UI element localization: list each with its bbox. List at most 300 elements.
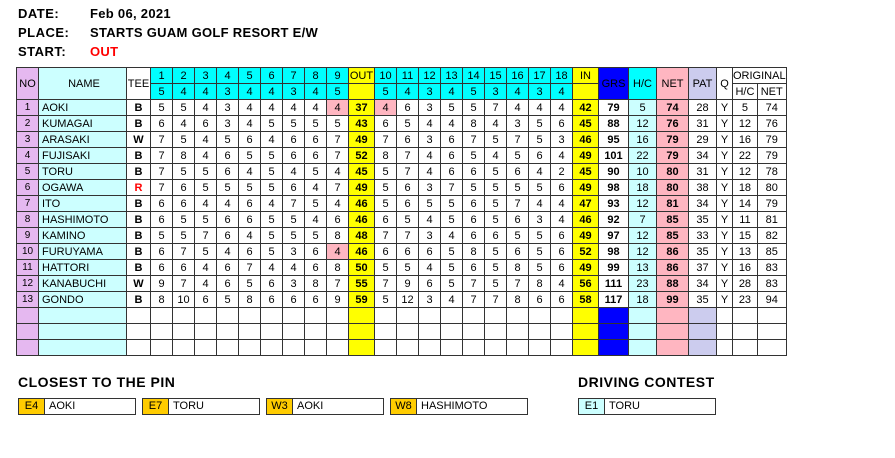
original-handicap: 18 [733, 180, 758, 196]
handicap: 13 [629, 260, 657, 276]
score-cell: 4 [239, 228, 261, 244]
handicap: 22 [629, 148, 657, 164]
score-cell: 5 [441, 276, 463, 292]
score-cell: 4 [419, 212, 441, 228]
closest-to-pin-entry [390, 398, 528, 415]
tee-marker: B [127, 228, 151, 244]
bottom-section [0, 374, 895, 415]
score-cell: 6 [397, 100, 419, 116]
place-label: PLACE: [18, 25, 70, 40]
score-cell: 3 [283, 244, 305, 260]
score-cell [283, 340, 305, 356]
table-row[interactable] [17, 228, 787, 244]
score-cell [217, 324, 239, 340]
par-out-1: 5 [151, 84, 173, 100]
score-cell: 4 [239, 164, 261, 180]
score-cell: 5 [261, 228, 283, 244]
score-cell: 6 [551, 180, 573, 196]
net-score: 99 [657, 292, 689, 308]
column-header-row [17, 68, 787, 84]
player-name: AOKI [39, 100, 127, 116]
score-cell [261, 340, 283, 356]
score-cell [463, 340, 485, 356]
score-cell: 5 [463, 180, 485, 196]
in-total: 42 [573, 100, 599, 116]
par-in-10: 5 [375, 84, 397, 100]
score-cell: 5 [283, 116, 305, 132]
hole-key: E7 [143, 399, 169, 414]
score-cell: 4 [419, 260, 441, 276]
score-cell: 6 [305, 260, 327, 276]
score-cell [327, 324, 349, 340]
out-total: 49 [349, 180, 375, 196]
score-cell: 6 [463, 196, 485, 212]
tee-marker: B [127, 292, 151, 308]
score-cell: 8 [305, 276, 327, 292]
player-name: FURUYAMA [39, 244, 127, 260]
score-cell: 7 [375, 228, 397, 244]
score-cell: 7 [151, 180, 173, 196]
net-score: 88 [657, 276, 689, 292]
driving-contest-title: DRIVING CONTEST [578, 374, 715, 390]
par-out-total [349, 84, 375, 100]
score-cell: 3 [419, 132, 441, 148]
closest-to-pin-title: CLOSEST TO THE PIN [18, 374, 176, 390]
score-cell: 4 [283, 100, 305, 116]
table-row[interactable] [17, 244, 787, 260]
putts [689, 340, 717, 356]
col-hole-7: 7 [283, 68, 305, 84]
putts [689, 308, 717, 324]
score-cell: 5 [239, 276, 261, 292]
score-cell: 5 [173, 164, 195, 180]
score-cell: 7 [397, 148, 419, 164]
scorecard-table [16, 67, 787, 356]
score-cell: 3 [551, 132, 573, 148]
score-cell: 5 [261, 164, 283, 180]
score-cell [551, 324, 573, 340]
score-cell [485, 324, 507, 340]
col-hole-14: 14 [463, 68, 485, 84]
score-cell: 7 [507, 276, 529, 292]
score-cell: 3 [283, 276, 305, 292]
net-score: 86 [657, 244, 689, 260]
score-cell: 5 [375, 180, 397, 196]
player-name: KUMAGAI [39, 116, 127, 132]
row-no: 13 [17, 292, 39, 308]
score-cell [463, 308, 485, 324]
original-handicap: 28 [733, 276, 758, 292]
score-cell: 6 [239, 244, 261, 260]
score-cell: 6 [173, 196, 195, 212]
score-cell: 3 [217, 116, 239, 132]
score-cell: 5 [195, 180, 217, 196]
original-handicap: 22 [733, 148, 758, 164]
score-cell: 4 [217, 196, 239, 212]
score-cell [485, 308, 507, 324]
original-handicap: 14 [733, 196, 758, 212]
score-cell: 6 [283, 180, 305, 196]
tee-marker: W [127, 276, 151, 292]
gross-score [599, 340, 629, 356]
score-cell: 4 [283, 260, 305, 276]
row-no: 3 [17, 132, 39, 148]
score-cell: 6 [397, 244, 419, 260]
score-cell: 4 [195, 148, 217, 164]
table-row[interactable] [17, 180, 787, 196]
in-total: 49 [573, 260, 599, 276]
score-cell [397, 340, 419, 356]
score-cell: 5 [397, 116, 419, 132]
row-no: 2 [17, 116, 39, 132]
gross-score: 117 [599, 292, 629, 308]
score-cell: 4 [375, 100, 397, 116]
score-cell: 7 [239, 260, 261, 276]
score-cell: 6 [305, 132, 327, 148]
score-cell: 5 [507, 148, 529, 164]
table-row-empty[interactable] [17, 324, 787, 340]
scorecard-head [17, 68, 787, 100]
score-cell: 8 [463, 116, 485, 132]
score-cell: 7 [173, 244, 195, 260]
score-cell: 5 [529, 116, 551, 132]
putts: 35 [689, 244, 717, 260]
putts: 29 [689, 132, 717, 148]
original-net: 82 [757, 228, 786, 244]
score-cell [217, 308, 239, 324]
qualified-flag: Y [717, 164, 733, 180]
score-cell: 4 [485, 116, 507, 132]
score-cell [507, 324, 529, 340]
original-handicap: 12 [733, 116, 758, 132]
score-cell: 4 [305, 100, 327, 116]
out-total: 49 [349, 132, 375, 148]
score-cell: 7 [327, 132, 349, 148]
score-cell: 6 [375, 212, 397, 228]
out-total [349, 308, 375, 324]
net-score: 74 [657, 100, 689, 116]
score-cell: 7 [151, 148, 173, 164]
score-cell: 5 [173, 228, 195, 244]
score-cell: 7 [463, 292, 485, 308]
row-no: 6 [17, 180, 39, 196]
score-cell: 4 [551, 100, 573, 116]
in-total: 52 [573, 244, 599, 260]
score-cell: 4 [283, 164, 305, 180]
handicap: 7 [629, 212, 657, 228]
gross-score: 95 [599, 132, 629, 148]
original-net: 79 [757, 148, 786, 164]
original-handicap [733, 340, 758, 356]
score-cell: 6 [151, 196, 173, 212]
score-cell: 5 [217, 180, 239, 196]
winner-name: AOKI [45, 399, 135, 414]
place-row [18, 25, 895, 44]
putts: 31 [689, 116, 717, 132]
score-cell: 3 [217, 100, 239, 116]
putts: 34 [689, 196, 717, 212]
score-cell: 6 [551, 292, 573, 308]
gross-score: 92 [599, 212, 629, 228]
score-cell: 8 [151, 292, 173, 308]
score-cell: 6 [217, 276, 239, 292]
score-cell: 4 [419, 164, 441, 180]
col-hole-2: 2 [173, 68, 195, 84]
score-cell: 6 [507, 244, 529, 260]
score-cell: 4 [195, 100, 217, 116]
score-cell: 5 [375, 164, 397, 180]
score-cell: 4 [261, 260, 283, 276]
table-row-empty[interactable] [17, 340, 787, 356]
score-cell: 9 [397, 276, 419, 292]
in-total: 49 [573, 180, 599, 196]
table-row[interactable] [17, 164, 787, 180]
net-score: 76 [657, 116, 689, 132]
original-handicap: 16 [733, 132, 758, 148]
score-cell: 8 [507, 260, 529, 276]
par-out-7: 3 [283, 84, 305, 100]
score-cell [195, 308, 217, 324]
table-row[interactable] [17, 132, 787, 148]
score-cell: 5 [239, 148, 261, 164]
closest-to-pin-entry [18, 398, 136, 415]
score-cell: 5 [397, 260, 419, 276]
score-cell: 4 [529, 100, 551, 116]
score-cell [305, 308, 327, 324]
putts: 35 [689, 292, 717, 308]
row-no [17, 340, 39, 356]
driving-contest-entry [578, 398, 716, 415]
winner-name: HASHIMOTO [417, 399, 527, 414]
score-cell: 6 [151, 260, 173, 276]
score-cell: 6 [397, 180, 419, 196]
score-cell: 5 [261, 116, 283, 132]
score-cell: 5 [375, 196, 397, 212]
score-cell: 5 [261, 244, 283, 260]
original-net: 81 [757, 212, 786, 228]
gross-score: 88 [599, 116, 629, 132]
table-row[interactable] [17, 292, 787, 308]
out-total: 43 [349, 116, 375, 132]
tee-marker: B [127, 196, 151, 212]
qualified-flag: Y [717, 116, 733, 132]
score-cell: 6 [239, 212, 261, 228]
date-value: Feb 06, 2021 [90, 6, 171, 21]
out-total: 45 [349, 164, 375, 180]
original-net: 80 [757, 180, 786, 196]
score-cell: 2 [551, 164, 573, 180]
row-no: 12 [17, 276, 39, 292]
player-name: TORU [39, 164, 127, 180]
score-cell: 6 [217, 148, 239, 164]
col-hole-1: 1 [151, 68, 173, 84]
gross-score [599, 324, 629, 340]
par-out-5: 4 [239, 84, 261, 100]
score-cell: 6 [151, 116, 173, 132]
out-total [349, 340, 375, 356]
par-out-8: 4 [305, 84, 327, 100]
par-in-16: 4 [507, 84, 529, 100]
table-row[interactable] [17, 148, 787, 164]
table-row[interactable] [17, 100, 787, 116]
col-hole-12: 12 [419, 68, 441, 84]
table-row[interactable] [17, 276, 787, 292]
table-row[interactable] [17, 196, 787, 212]
score-cell [327, 340, 349, 356]
col-name: NAME [39, 68, 127, 100]
row-no: 1 [17, 100, 39, 116]
score-cell: 5 [529, 260, 551, 276]
par-out-6: 4 [261, 84, 283, 100]
score-cell: 7 [327, 180, 349, 196]
score-cell: 5 [305, 164, 327, 180]
score-cell: 8 [239, 292, 261, 308]
player-name: KAMINO [39, 228, 127, 244]
original-handicap: 11 [733, 212, 758, 228]
putts: 37 [689, 260, 717, 276]
score-cell [195, 324, 217, 340]
net-score [657, 308, 689, 324]
date-label: DATE: [18, 6, 60, 21]
handicap: 18 [629, 180, 657, 196]
score-cell: 8 [327, 260, 349, 276]
score-cell: 5 [441, 100, 463, 116]
score-cell [261, 308, 283, 324]
original-net: 79 [757, 132, 786, 148]
qualified-flag: Y [717, 180, 733, 196]
col-hole-10: 10 [375, 68, 397, 84]
score-cell: 6 [173, 180, 195, 196]
col-orig-net: NET [757, 84, 786, 100]
score-cell: 4 [327, 244, 349, 260]
in-total [573, 340, 599, 356]
gross-score: 79 [599, 100, 629, 116]
score-cell [151, 308, 173, 324]
score-cell: 4 [261, 132, 283, 148]
score-cell: 7 [507, 196, 529, 212]
net-score: 80 [657, 180, 689, 196]
table-row-empty[interactable] [17, 308, 787, 324]
score-cell: 4 [305, 180, 327, 196]
col-grs: GRS [599, 68, 629, 100]
tee-marker: B [127, 164, 151, 180]
score-cell [529, 340, 551, 356]
score-cell: 8 [327, 228, 349, 244]
score-cell: 5 [173, 212, 195, 228]
original-net [757, 308, 786, 324]
row-no: 5 [17, 164, 39, 180]
score-cell: 6 [239, 196, 261, 212]
net-score: 81 [657, 196, 689, 212]
score-cell [283, 324, 305, 340]
player-name: ITO [39, 196, 127, 212]
net-score [657, 340, 689, 356]
col-out: OUT [349, 69, 374, 82]
closest-to-pin-section [18, 374, 578, 415]
score-cell: 6 [305, 244, 327, 260]
out-total: 46 [349, 196, 375, 212]
place-value: STARTS GUAM GOLF RESORT E/W [90, 25, 319, 40]
score-cell: 5 [261, 148, 283, 164]
col-hole-9: 9 [327, 68, 349, 84]
score-cell: 6 [529, 148, 551, 164]
score-cell [441, 324, 463, 340]
player-name: HATTORI [39, 260, 127, 276]
score-cell: 6 [463, 260, 485, 276]
original-handicap: 12 [733, 164, 758, 180]
player-name [39, 308, 127, 324]
in-total: 49 [573, 228, 599, 244]
score-cell [305, 340, 327, 356]
net-score: 79 [657, 148, 689, 164]
score-cell: 5 [463, 148, 485, 164]
qualified-flag: Y [717, 244, 733, 260]
score-cell: 5 [217, 132, 239, 148]
card-header [0, 0, 895, 63]
score-cell: 6 [375, 116, 397, 132]
player-name: ARASAKI [39, 132, 127, 148]
handicap: 12 [629, 196, 657, 212]
in-total: 45 [573, 164, 599, 180]
tee-marker: W [127, 132, 151, 148]
score-cell: 6 [397, 132, 419, 148]
scorecard-body [17, 100, 787, 356]
score-cell: 6 [375, 244, 397, 260]
in-total [573, 324, 599, 340]
table-row[interactable] [17, 212, 787, 228]
score-cell: 5 [441, 260, 463, 276]
score-cell: 4 [441, 116, 463, 132]
row-no: 10 [17, 244, 39, 260]
handicap: 23 [629, 276, 657, 292]
par-out-9: 5 [327, 84, 349, 100]
score-cell: 6 [551, 244, 573, 260]
handicap [629, 308, 657, 324]
qualified-flag: Y [717, 276, 733, 292]
score-cell: 5 [463, 100, 485, 116]
table-row[interactable] [17, 260, 787, 276]
putts [689, 324, 717, 340]
col-hole-8: 8 [305, 68, 327, 84]
in-total: 46 [573, 212, 599, 228]
gross-score: 93 [599, 196, 629, 212]
hole-key: E1 [579, 399, 605, 414]
score-cell: 5 [485, 180, 507, 196]
qualified-flag [717, 308, 733, 324]
score-cell: 6 [283, 148, 305, 164]
score-cell: 5 [261, 212, 283, 228]
score-cell: 3 [419, 100, 441, 116]
original-net: 94 [757, 292, 786, 308]
tee-marker: B [127, 212, 151, 228]
original-net: 85 [757, 244, 786, 260]
handicap [629, 340, 657, 356]
score-cell [217, 340, 239, 356]
score-cell [441, 340, 463, 356]
score-cell [151, 324, 173, 340]
score-cell: 7 [327, 276, 349, 292]
row-no: 9 [17, 228, 39, 244]
col-net: NET [657, 68, 689, 100]
table-row[interactable] [17, 116, 787, 132]
score-cell: 6 [463, 212, 485, 228]
score-cell: 5 [441, 196, 463, 212]
col-pat: PAT [689, 68, 717, 100]
out-total: 59 [349, 292, 375, 308]
score-cell: 6 [441, 148, 463, 164]
score-cell [173, 308, 195, 324]
col-orig-hc: H/C [733, 84, 758, 100]
